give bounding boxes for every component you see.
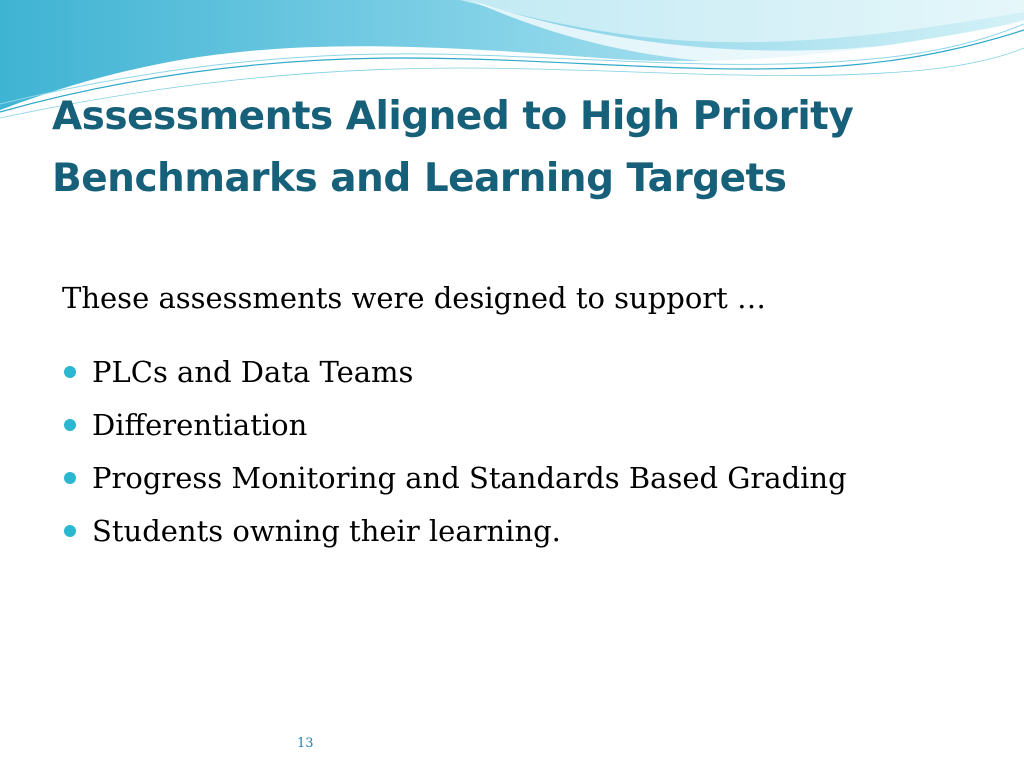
title-line-1: Assessments Aligned to High Priority <box>52 94 854 139</box>
bullet-item <box>62 452 847 505</box>
bullet-text: Students owning their learning. <box>92 514 561 548</box>
bullet-item <box>62 505 847 558</box>
bullet-dot-icon <box>64 419 76 431</box>
bullet-text: PLCs and Data Teams <box>92 355 414 389</box>
slide-title <box>52 86 992 210</box>
bullet-text: Differentiation <box>92 408 308 442</box>
title-line-2: Benchmarks and Learning Targets <box>52 156 787 201</box>
bullet-item <box>62 346 847 399</box>
slide-number: 13 <box>297 736 314 751</box>
bullet-dot-icon <box>64 525 76 537</box>
bullet-dot-icon <box>64 366 76 378</box>
intro-text: These assessments were designed to support … <box>62 281 767 315</box>
bullet-text: Progress Monitoring and Standards Based Grading <box>92 461 847 495</box>
bullet-dot-icon <box>64 472 76 484</box>
bullet-list <box>62 346 847 558</box>
bullet-item <box>62 399 847 452</box>
